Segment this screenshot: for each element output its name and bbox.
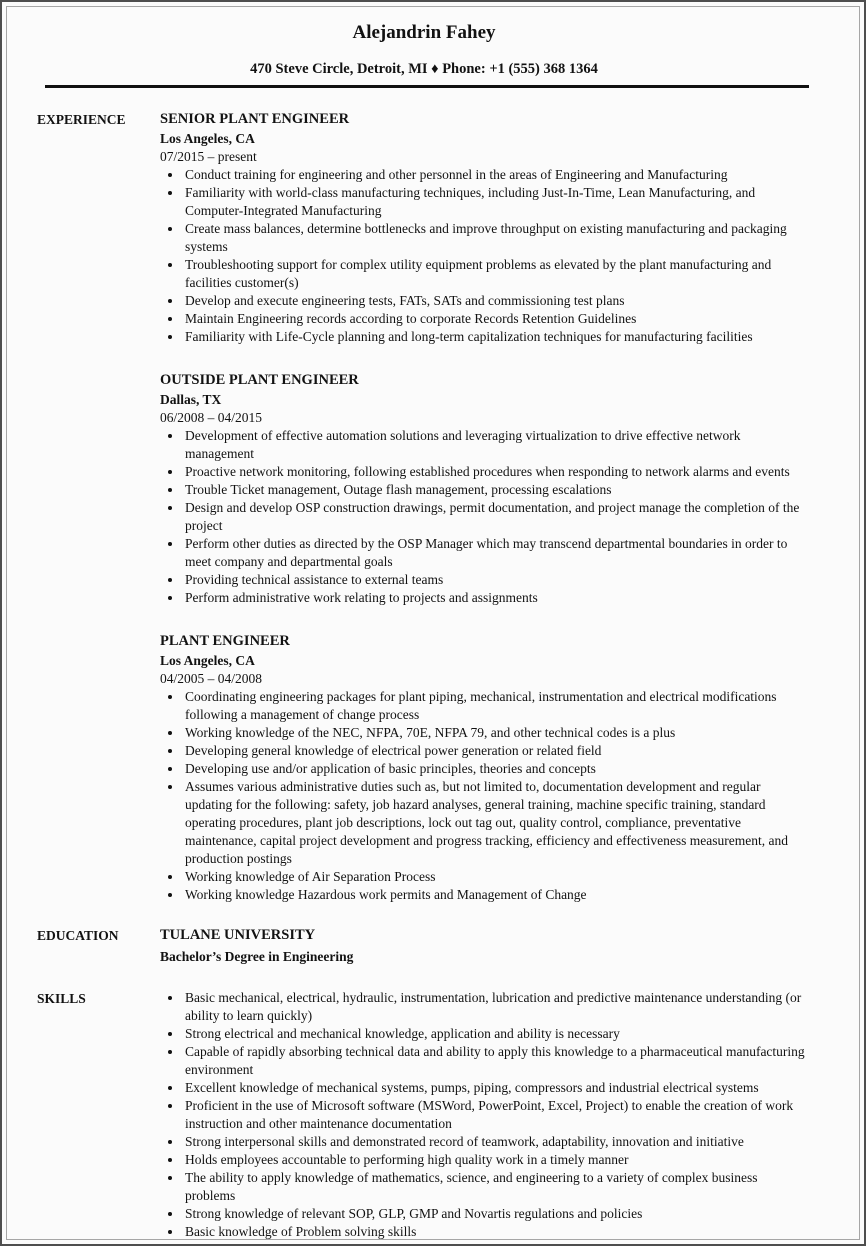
job-bullet-list — [160, 688, 811, 904]
bullet-item: • Proficient in the use of Microsoft software (MSWord, PowerPoint, Excel, Project) to enable the creation of work instruction and other maintenance documentation — [183, 1097, 811, 1133]
bullet-item: • Familiarity with Life-Cycle planning and long-term capitalization techniques for manufacturing facilities — [183, 328, 811, 346]
bullet-item: • Maintain Engineering records according to corporate Records Retention Guidelines — [183, 310, 811, 328]
bullet-item: • Trouble Ticket management, Outage flash management, processing escalations — [183, 481, 811, 499]
bullet-item: • Perform other duties as directed by the OSP Manager which may transcend departmental boundaries in order to meet company and departmental goals — [183, 535, 811, 571]
bullet-item: • The ability to apply knowledge of mathematics, science, and engineering to a variety of complex business problems — [183, 1169, 811, 1205]
skills-section — [37, 988, 811, 1240]
bullet-item: • Familiarity with world-class manufacturing techniques, including Just-In-Time, Lean Manufacturing, and Computer-Integrated Manufacturing — [183, 184, 811, 220]
job-title: SENIOR PLANT ENGINEER — [160, 111, 350, 127]
job-location: Los Angeles, CA — [160, 653, 255, 668]
job-dates: 07/2015 – present — [160, 149, 257, 164]
bullet-item: • Providing technical assistance to external teams — [183, 571, 811, 589]
job-title: OUTSIDE PLANT ENGINEER — [160, 372, 359, 388]
experience-section — [37, 109, 811, 904]
bullet-item: • Capable of rapidly absorbing technical data and ability to apply this knowledge to a pharmaceutical manufacturing environment — [183, 1043, 811, 1079]
bullet-item: • Strong interpersonal skills and demonstrated record of teamwork, adaptability, innovation and initiative — [183, 1133, 811, 1151]
job-title: PLANT ENGINEER — [160, 633, 290, 649]
person-name: Alejandrin Fahey — [352, 22, 496, 43]
bullet-item: • Strong knowledge of relevant SOP, GLP, GMP and Novartis regulations and policies — [183, 1205, 811, 1223]
bullet-item: • Create mass balances, determine bottlenecks and improve throughput on existing manufacturing and packaging systems — [183, 220, 811, 256]
contact-line: 470 Steve Circle, Detroit, MI ♦ Phone: +1 (555) 368 1364 — [250, 61, 598, 77]
degree: Bachelor’s Degree in Engineering — [160, 949, 354, 964]
bullet-item: • Perform administrative work relating to projects and assignments — [183, 589, 811, 607]
resume-header — [37, 21, 811, 88]
bullet-item: • Holds employees accountable to performing high quality work in a timely manner — [183, 1151, 811, 1169]
bullet-item: • Strong electrical and mechanical knowledge, application and ability is necessary — [183, 1025, 811, 1043]
job-location: Dallas, TX — [160, 392, 222, 407]
job-entry — [160, 370, 811, 607]
bullet-item: • Developing use and/or application of basic principles, theories and concepts — [183, 760, 811, 778]
education-content — [160, 925, 811, 967]
bullet-item: • Proactive network monitoring, following established procedures when responding to network alarms and events — [183, 463, 811, 481]
bullet-item: • Conduct training for engineering and other personnel in the areas of Engineering and Manufacturing — [183, 166, 811, 184]
job-bullet-list — [160, 427, 811, 607]
bullet-item: • Working knowledge of the NEC, NFPA, 70E, NFPA 79, and other technical codes is a plus — [183, 724, 811, 742]
bullet-item: • Working knowledge Hazardous work permits and Management of Change — [183, 886, 811, 904]
bullet-item: • Coordinating engineering packages for plant piping, mechanical, instrumentation and electrical modifications following a management of change process — [183, 688, 811, 724]
bullet-item: • Working knowledge of Air Separation Process — [183, 868, 811, 886]
skills-content — [160, 988, 811, 1240]
page-inner-frame — [6, 6, 860, 1240]
bullet-item: • Assumes various administrative duties such as, but not limited to, documentation development and regular updating for the following: safety, job hazard analyses, general training, machine specific training, standard operating procedures, plant job descriptions, lock out tag out, quality control, compliance, preventative maintenance, capital project development and progress tracking, efficiency and effectiveness measurement, and production postings — [183, 778, 811, 868]
bullet-item: • Development of effective automation solutions and leveraging virtualization to drive effective network management — [183, 427, 811, 463]
experience-content — [160, 109, 811, 904]
job-entry — [160, 109, 811, 346]
job-location: Los Angeles, CA — [160, 131, 255, 146]
header-divider — [45, 85, 809, 88]
job-bullet-list — [160, 166, 811, 346]
school-name: TULANE UNIVERSITY — [160, 927, 316, 943]
bullet-item: • Develop and execute engineering tests, FATs, SATs and commissioning test plans — [183, 292, 811, 310]
section-label-experience: EXPERIENCE — [37, 112, 126, 127]
bullet-item: • Basic mechanical, electrical, hydraulic, instrumentation, lubrication and predictive maintenance understanding (or ability to learn quickly) — [183, 989, 811, 1025]
job-dates: 04/2005 – 04/2008 — [160, 671, 263, 686]
bullet-item: • Design and develop OSP construction drawings, permit documentation, and project manage the completion of the project — [183, 499, 811, 535]
bullet-item: • Basic knowledge of Problem solving skills — [183, 1223, 811, 1240]
bullet-item: • Troubleshooting support for complex utility equipment problems as elevated by the plant manufacturing and facilities customer(s) — [183, 256, 811, 292]
skills-bullet-list — [160, 989, 811, 1240]
section-label-skills: SKILLS — [37, 991, 86, 1006]
education-section — [37, 925, 811, 967]
bullet-item: • Excellent knowledge of mechanical systems, pumps, piping, compressors and industrial electrical systems — [183, 1079, 811, 1097]
job-dates: 06/2008 – 04/2015 — [160, 410, 263, 425]
bullet-item: • Developing general knowledge of electrical power generation or related field — [183, 742, 811, 760]
job-entry — [160, 631, 811, 904]
section-label-education: EDUCATION — [37, 928, 119, 943]
